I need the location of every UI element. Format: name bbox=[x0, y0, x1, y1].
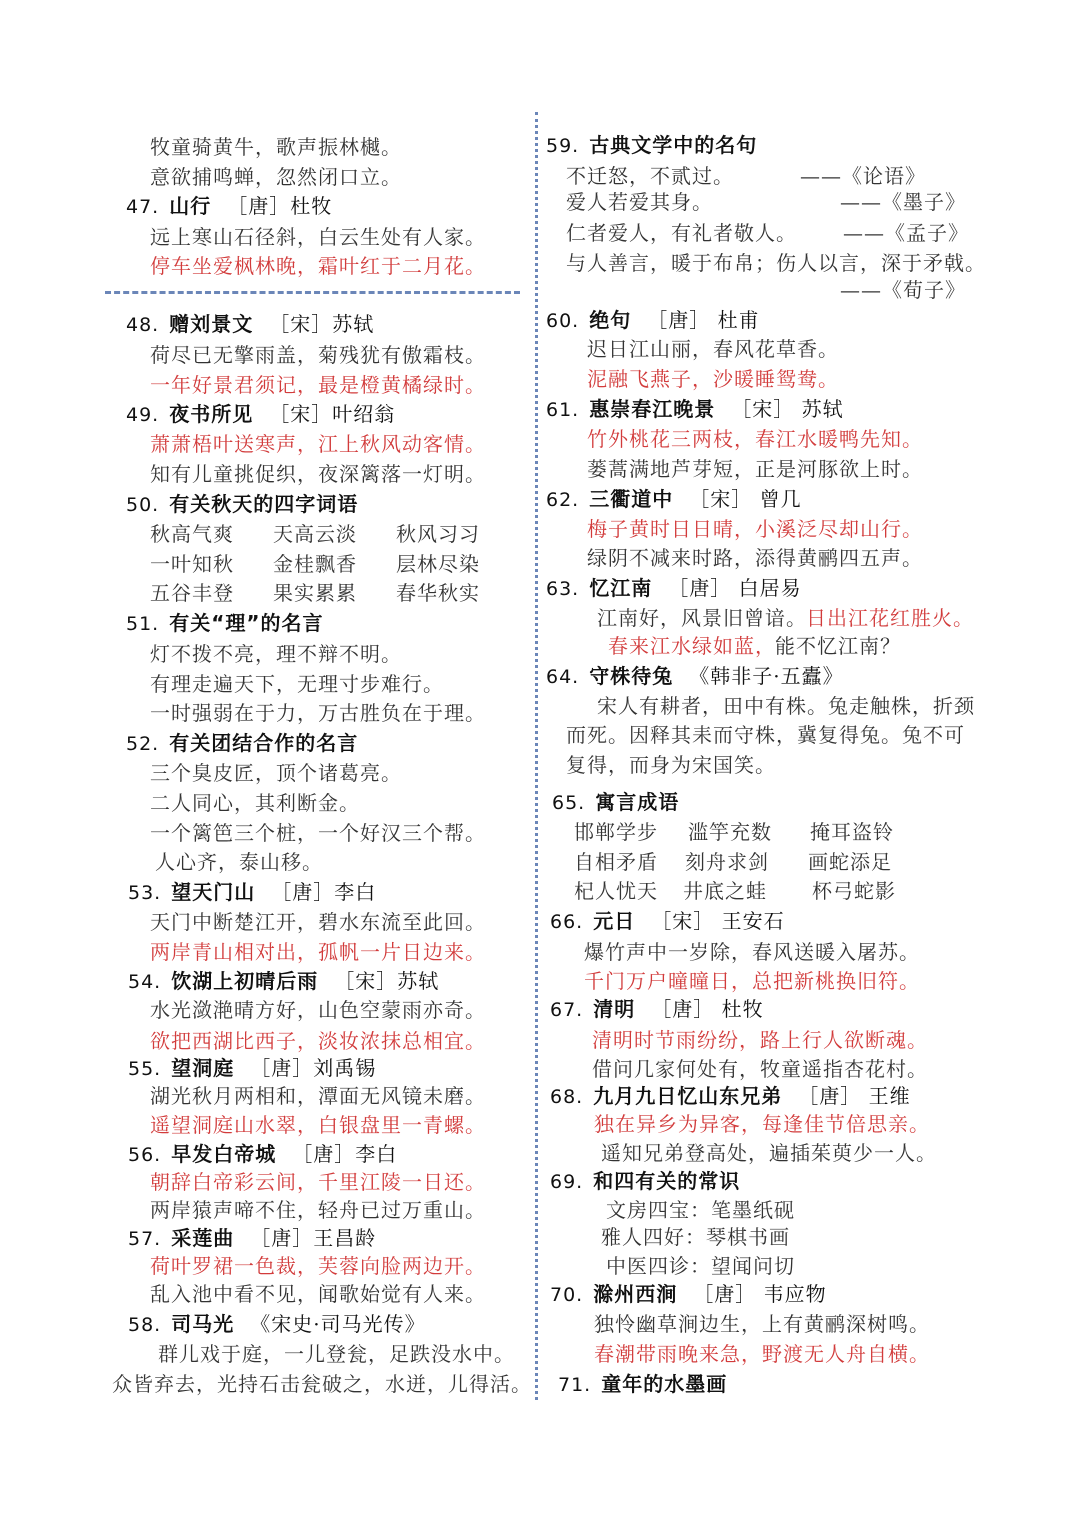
section-number: 50. bbox=[126, 494, 160, 516]
idiom-cell: 刻舟求剑 bbox=[685, 850, 769, 874]
section-name: 滁州西涧 bbox=[593, 1282, 678, 1306]
section-name: 山行 bbox=[169, 194, 212, 218]
highlight-line: 独在异乡为异客，每逢佳节倍思亲。 bbox=[594, 1112, 930, 1136]
section-name: 童年的水墨画 bbox=[601, 1372, 728, 1396]
section-number: 61. bbox=[546, 399, 580, 421]
section-number: 57. bbox=[128, 1228, 162, 1250]
section-name: 采莲曲 bbox=[171, 1226, 235, 1250]
section-title bbox=[128, 877, 376, 907]
highlight-line: 一年好景君须记，最是橙黄橘绿时。 bbox=[150, 373, 486, 397]
highlight-line: 竹外桃花三两枝，春江水暖鸭先知。 bbox=[587, 427, 923, 451]
section-author: ［唐］ 杜甫 bbox=[647, 308, 760, 332]
section-title bbox=[128, 966, 439, 996]
text-line: 牧童骑黄牛，歌声振林樾。 bbox=[150, 135, 402, 159]
text-line: 文房四宝：笔墨纸砚 bbox=[606, 1198, 795, 1222]
section-number: 49. bbox=[126, 404, 160, 426]
highlight-line: 梅子黄时日日晴，小溪泛尽却山行。 bbox=[587, 517, 923, 541]
text-line: 遥知兄弟登高处，遍插茱萸少一人。 bbox=[601, 1141, 937, 1165]
highlight-line: 荷叶罗裙一色裁，芙蓉向脸两边开。 bbox=[150, 1254, 486, 1278]
highlight-line: 两岸青山相对出，孤帆一片日边来。 bbox=[150, 940, 486, 964]
section-title bbox=[126, 728, 358, 758]
text-line: 天门中断楚江开，碧水东流至此回。 bbox=[150, 910, 486, 934]
section-author: ［宋］苏轼 bbox=[269, 312, 375, 336]
section-title bbox=[128, 1053, 376, 1083]
idiom-cell: 天高云淡 bbox=[273, 522, 357, 546]
section-author: ［唐］ 韦应物 bbox=[693, 1282, 827, 1306]
idiom-cell: 滥竽充数 bbox=[688, 820, 772, 844]
idiom-cell: 一叶知秋 bbox=[150, 552, 234, 576]
section-number: 70. bbox=[550, 1284, 584, 1306]
section-author: ［唐］杜牧 bbox=[227, 194, 333, 218]
section-name: 赠刘景文 bbox=[169, 312, 254, 336]
section-name: 古典文学中的名句 bbox=[589, 133, 758, 157]
section-author: ［宋］ 曾几 bbox=[689, 487, 802, 511]
section-author: ［唐］ 王维 bbox=[798, 1084, 911, 1108]
idiom-cell: 金桂飘香 bbox=[273, 552, 357, 576]
section-title bbox=[126, 608, 324, 638]
text-line: 众皆弃去，光持石击瓮破之，水迸，儿得活。 bbox=[112, 1372, 532, 1396]
section-title bbox=[126, 489, 358, 519]
text-line: 爆竹声中一岁除，春风送暖入屠苏。 bbox=[584, 940, 920, 964]
section-name: 望天门山 bbox=[171, 880, 256, 904]
text-line: 雅人四好：琴棋书画 bbox=[601, 1225, 790, 1249]
text-line: 迟日江山丽，春风花草香。 bbox=[587, 337, 839, 361]
text-line: 群儿戏于庭，一儿登瓮，足跌没水中。 bbox=[158, 1342, 515, 1366]
idiom-cell: 画蛇添足 bbox=[808, 850, 892, 874]
section-number: 64. bbox=[546, 666, 580, 688]
highlight-line: 停车坐爱枫林晚，霜叶红于二月花。 bbox=[150, 254, 486, 278]
section-name: 有关团结合作的名言 bbox=[169, 731, 359, 755]
section-name: 有关“理”的名言 bbox=[169, 611, 324, 635]
section-number: 67. bbox=[550, 999, 584, 1021]
section-number: 69. bbox=[550, 1171, 584, 1193]
section-title bbox=[126, 191, 332, 221]
section-name: 望洞庭 bbox=[171, 1056, 235, 1080]
idiom-cell: 层林尽染 bbox=[396, 552, 480, 576]
section-number: 56. bbox=[128, 1144, 162, 1166]
text-line: 人心齐，泰山移。 bbox=[155, 850, 323, 874]
idiom-cell: 杞人忧天 bbox=[574, 879, 658, 903]
section-title bbox=[550, 1279, 827, 1309]
text-line: 两岸猿声啼不住，轻舟已过万重山。 bbox=[150, 1198, 486, 1222]
text-line: 绿阴不减来时路，添得黄鹂四五声。 bbox=[587, 546, 923, 570]
highlight-line: 萧萧梧叶送寒声，江上秋风动客情。 bbox=[150, 432, 486, 456]
section-author: ［宋］苏轼 bbox=[334, 969, 440, 993]
section-name: 绝句 bbox=[589, 308, 632, 332]
section-title bbox=[552, 787, 679, 817]
text-line: 灯不拨不亮，理不辩不明。 bbox=[150, 642, 402, 666]
section-number: 68. bbox=[550, 1086, 584, 1108]
highlight-line: 泥融飞燕子，沙暖睡鸳鸯。 bbox=[587, 367, 839, 391]
section-number: 63. bbox=[546, 578, 580, 600]
section-number: 65. bbox=[552, 792, 586, 814]
text-line: 江南好，风景旧曾谙。 bbox=[597, 606, 807, 630]
idiom-cell: 杯弓蛇影 bbox=[812, 879, 896, 903]
text-line: 远上寒山石径斜，白云生处有人家。 bbox=[150, 225, 486, 249]
section-name: 九月九日忆山东兄弟 bbox=[593, 1084, 783, 1108]
section-number: 59. bbox=[546, 135, 580, 157]
section-title bbox=[550, 1081, 911, 1111]
highlight-line: 遥望洞庭山水翠，白银盘里一青螺。 bbox=[150, 1113, 486, 1137]
section-number: 58. bbox=[128, 1314, 162, 1336]
text-line: 三个臭皮匠，顶个诸葛亮。 bbox=[150, 761, 402, 785]
section-name: 早发白帝城 bbox=[171, 1142, 277, 1166]
highlight-line: 春来江水绿如蓝， bbox=[608, 634, 776, 658]
idiom-cell: 果实累累 bbox=[273, 581, 357, 605]
section-author: ［唐］刘禹锡 bbox=[250, 1056, 377, 1080]
section-title bbox=[550, 994, 764, 1024]
text-line: 湖光秋月两相和，潭面无风镜未磨。 bbox=[150, 1084, 486, 1108]
section-title bbox=[546, 394, 844, 424]
section-title bbox=[558, 1369, 727, 1399]
text-line: 与人善言，暖于布帛；伤人以言，深于矛戟。 bbox=[566, 251, 986, 275]
highlight-line: 日出江花红胜火。 bbox=[806, 606, 974, 630]
section-name: 三衢道中 bbox=[589, 487, 674, 511]
text-line: ——《墨子》 bbox=[840, 190, 966, 214]
text-line: 乱入池中看不见，闻歌始觉有人来。 bbox=[150, 1282, 486, 1306]
horizontal-dashed-divider bbox=[105, 291, 520, 294]
idiom-cell: 五谷丰登 bbox=[150, 581, 234, 605]
idiom-cell: 秋高气爽 bbox=[150, 522, 234, 546]
section-title bbox=[546, 484, 802, 514]
highlight-line: 欲把西湖比西子，淡妆浓抹总相宜。 bbox=[150, 1029, 486, 1053]
section-author: ［唐］王昌龄 bbox=[250, 1226, 377, 1250]
text-line: 荷尽已无擎雨盖，菊残犹有傲霜枝。 bbox=[150, 343, 486, 367]
highlight-line: 千门万户曈曈日，总把新桃换旧符。 bbox=[584, 969, 920, 993]
section-author: ［唐］ 杜牧 bbox=[651, 997, 764, 1021]
section-title bbox=[546, 661, 844, 691]
idiom-cell: 掩耳盗铃 bbox=[810, 820, 894, 844]
highlight-line: 春潮带雨晚来急，野渡无人舟自横。 bbox=[594, 1342, 930, 1366]
idiom-cell: 自相矛盾 bbox=[574, 850, 658, 874]
section-name: 饮湖上初晴后雨 bbox=[171, 969, 319, 993]
section-number: 66. bbox=[550, 911, 584, 933]
idiom-cell: 邯郸学步 bbox=[574, 820, 658, 844]
text-line: 爱人若爱其身。 bbox=[566, 190, 713, 214]
idiom-cell: 秋风习习 bbox=[396, 522, 480, 546]
text-line: 复得，而身为宋国笑。 bbox=[566, 753, 776, 777]
section-number: 55. bbox=[128, 1058, 162, 1080]
section-title bbox=[126, 399, 395, 429]
section-name: 清明 bbox=[593, 997, 636, 1021]
section-author: ［唐］李白 bbox=[271, 880, 377, 904]
section-author: 《宋史·司马光传》 bbox=[250, 1312, 426, 1336]
text-line: 知有儿童挑促织，夜深篱落一灯明。 bbox=[150, 462, 486, 486]
section-author: ［宋］ 苏轼 bbox=[731, 397, 844, 421]
text-line: 而死。因释其耒而守株，冀复得兔。兔不可 bbox=[566, 723, 965, 747]
section-number: 62. bbox=[546, 489, 580, 511]
vertical-dotted-divider bbox=[535, 112, 538, 1400]
highlight-line: 朝辞白帝彩云间，千里江陵一日还。 bbox=[150, 1170, 486, 1194]
text-line: ——《论语》 bbox=[800, 164, 926, 188]
section-number: 48. bbox=[126, 314, 160, 336]
text-line: 一时强弱在于力，万古胜负在于理。 bbox=[150, 701, 486, 725]
section-title bbox=[126, 309, 374, 339]
section-number: 60. bbox=[546, 310, 580, 332]
text-line: 宋人有耕者，田中有株。兔走触株，折颈 bbox=[597, 694, 975, 718]
text-line: 借问几家何处有，牧童遥指杏花村。 bbox=[592, 1057, 928, 1081]
idiom-cell: 井底之蛙 bbox=[683, 879, 767, 903]
section-title bbox=[546, 130, 757, 160]
section-number: 47. bbox=[126, 196, 160, 218]
section-name: 夜书所见 bbox=[169, 402, 254, 426]
section-number: 51. bbox=[126, 613, 160, 635]
section-name: 元日 bbox=[593, 909, 636, 933]
section-author: 《韩非子·五蠹》 bbox=[689, 664, 844, 688]
section-title bbox=[550, 1166, 740, 1196]
text-line: 不迁怒，不贰过。 bbox=[566, 164, 734, 188]
section-name: 寓言成语 bbox=[595, 790, 680, 814]
text-line: 二人同心，其利断金。 bbox=[150, 791, 360, 815]
section-author: ［宋］ 王安石 bbox=[651, 909, 785, 933]
text-line: 独怜幽草涧边生，上有黄鹂深树鸣。 bbox=[594, 1312, 930, 1336]
section-title bbox=[546, 305, 760, 335]
text-line: 意欲捕鸣蝉，忽然闭口立。 bbox=[150, 165, 402, 189]
text-line: 有理走遍天下，无理寸步难行。 bbox=[150, 672, 444, 696]
idiom-cell: 春华秋实 bbox=[396, 581, 480, 605]
section-number: 71. bbox=[558, 1374, 592, 1396]
section-name: 守株待兔 bbox=[589, 664, 674, 688]
text-line: 水光潋滟晴方好，山色空蒙雨亦奇。 bbox=[150, 998, 486, 1022]
section-name: 和四有关的常识 bbox=[593, 1169, 741, 1193]
section-author: ［宋］叶绍翁 bbox=[269, 402, 396, 426]
text-line: 仁者爱人，有礼者敬人。 bbox=[566, 221, 797, 245]
text-line: ——《荀子》 bbox=[840, 278, 966, 302]
text-line: 能不忆江南？ bbox=[775, 634, 901, 658]
section-name: 惠崇春江晚景 bbox=[589, 397, 716, 421]
text-line: 一个篱笆三个桩，一个好汉三个帮。 bbox=[150, 821, 486, 845]
text-line: 蒌蒿满地芦芽短，正是河豚欲上时。 bbox=[587, 457, 923, 481]
section-title bbox=[128, 1223, 376, 1253]
text-line: ——《孟子》 bbox=[843, 221, 969, 245]
section-number: 52. bbox=[126, 733, 160, 755]
section-number: 54. bbox=[128, 971, 162, 993]
section-title bbox=[550, 906, 785, 936]
section-title bbox=[128, 1139, 397, 1169]
highlight-line: 清明时节雨纷纷，路上行人欲断魂。 bbox=[592, 1028, 928, 1052]
section-name: 忆江南 bbox=[589, 576, 653, 600]
section-author: ［唐］ 白居易 bbox=[668, 576, 802, 600]
text-line: 中医四诊：望闻问切 bbox=[606, 1254, 795, 1278]
section-title bbox=[128, 1309, 426, 1339]
section-name: 司马光 bbox=[171, 1312, 235, 1336]
section-name: 有关秋天的四字词语 bbox=[169, 492, 359, 516]
section-author: ［唐］李白 bbox=[292, 1142, 398, 1166]
section-title bbox=[546, 573, 802, 603]
section-number: 53. bbox=[128, 882, 162, 904]
